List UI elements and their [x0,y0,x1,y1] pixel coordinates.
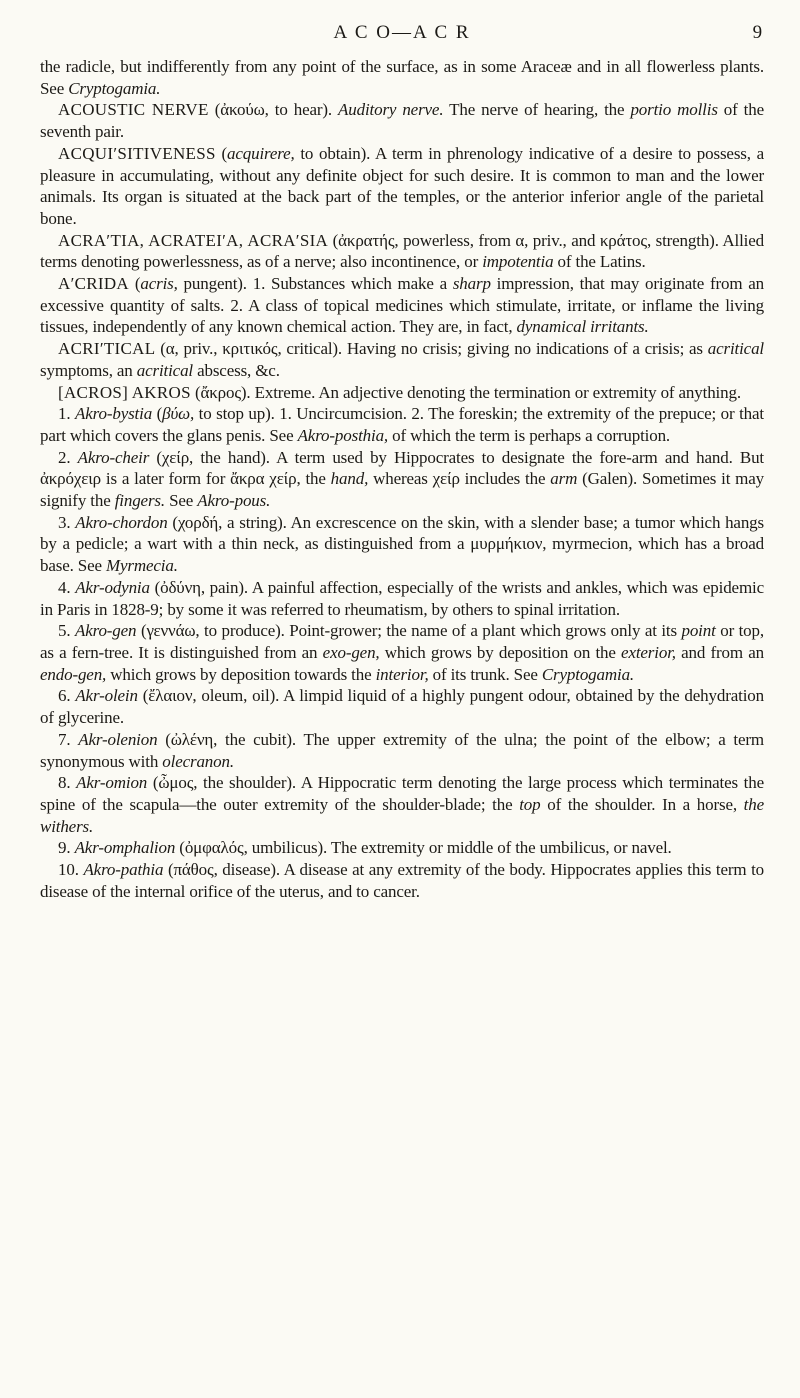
entry-text: 8. [58,773,77,793]
italic-text: acritical [707,339,764,359]
italic-text: Cryptogamia. [541,664,635,684]
entry-text: (γεννάω, to produce). Point-grower; the name of a plant which grows only at its [136,621,682,641]
italic-text: sharp [452,274,491,294]
headword: ACOUSTIC NERVE [58,100,209,120]
entry-text: (Galen). Sometimes it may signify the [40,469,764,511]
italic-text: Cryptogamia. [68,78,161,98]
italic-text: portio mollis [630,100,718,120]
dictionary-entry [40,729,764,772]
dictionary-entry [40,447,764,512]
entry-text: of the shoulder. In a horse, [540,794,744,814]
entry-text: (χορδή, a string). An excrescence on the skin, with a slender base; a tumor which hangs by a pedicle; a wart with a thin neck, as distinguished from a μυρμήκιον, myrmecion, which has a broad base. See [40,512,764,576]
dictionary-entry [40,859,764,902]
dictionary-entry [40,338,764,381]
italic-text: Akr-omion [76,773,148,793]
entry-text: (ὀμφαλός, umbilicus). The extremity or middle of the umbilicus, or navel. [175,838,672,858]
italic-text: impotentia [482,252,554,272]
italic-text: interior, [375,664,429,684]
italic-text: βύω, [162,404,195,424]
italic-text: Akro-cheir [77,447,150,467]
headword: ACRA′TIA, ACRATEI′A, ACRA′SIA [58,230,329,250]
entry-text: (ἔλαιον, oleum, oil). A limpid liquid of a highly pungent odour, obtained by the dehydration of glycerine. [40,686,764,728]
entry-text: to stop up). 1. Uncircumcision. 2. The foreskin; the extremity of the prepuce; or that part which covers the glans penis. See [40,404,764,445]
entry-text: or top, as a fern-tree. It is distinguished from an [40,621,764,662]
entry-text: to obtain). A term in phrenology indicative of a desire to possess, a pleasure in accumulating, without any definite object for such desire. It is common to man and the lower animals. Its organ is situated at the back part of the temples, or the anterior inferior angle of the parietal bone. [40,143,764,228]
italic-text: exterior, [621,642,676,662]
entry-text: of its trunk. See [428,664,542,684]
italic-text: olecranon. [162,751,234,771]
dictionary-entry [40,403,764,446]
entry-text: abscess, &c. [193,360,280,380]
italic-text: hand, [330,469,369,489]
italic-text: Auditory nerve. [338,100,444,120]
italic-text: Akro-pous. [197,491,271,511]
continued-paragraph [40,56,764,99]
dictionary-entries [40,56,764,902]
entry-text: 4. [58,577,76,597]
entry-text: 6. [58,686,76,706]
entry-text: which grows by deposition on the [379,642,622,662]
italic-text: dynamical irritants. [516,317,649,337]
italic-text: Myrmecia. [106,556,178,576]
italic-text: the withers. [40,794,764,836]
entry-text: of which the term is perhaps a corruption. [388,425,671,445]
italic-text: Akr-omphalion [74,838,176,858]
dictionary-entry [40,577,764,620]
entry-text: ( [215,143,228,163]
entry-text: 1. [58,404,76,424]
dictionary-entry [40,143,764,230]
italic-text: top [519,794,541,814]
entry-text: of the seventh pair. [40,100,764,142]
dictionary-entry [40,620,764,685]
entry-text: 7. [58,729,79,749]
entry-text: 3. [58,512,76,532]
page-number: 9 [752,22,762,43]
entry-text: (α, priv., κριτικός, critical). Having no crisis; giving no indications of a crisis; as [155,339,708,359]
headword: A′CRIDA [58,274,129,294]
italic-text: arm [550,469,578,489]
headword: [ACROS] AKROS [58,382,191,402]
italic-text: acritical [136,360,193,380]
entry-text: 5. [58,621,75,641]
italic-text: Akro-pathia [83,860,164,880]
dictionary-entry [40,512,764,577]
entry-text: See [164,491,198,511]
entry-text: (πάθος, disease). A disease at any extremity of the body. Hippocrates applies this term to disease of the internal orifice of the uterus, and to cancer. [40,860,764,901]
entry-text: (ὠλένη, the cubit). The upper extremity of the ulna; the point of the elbow; a term synonymous with [40,729,764,771]
italic-text: point [681,621,716,641]
running-head [40,22,764,50]
italic-text: Akro-bystia [75,404,153,424]
entry-text: 10. [58,860,84,880]
italic-text: exo-gen, [322,642,380,662]
entry-text: ( [152,404,163,424]
italic-text: Akro-chordon [75,512,168,532]
entry-text: (ἀκρατής, powerless, from α, priv., and κράτος, strength). Allied terms denoting powerlessness, as of a nerve; also incontinence, or [40,230,764,272]
entry-text: the radicle, but indifferently from any point of the surface, as in some Araceæ and in all flowerless plants. See [40,57,764,98]
headword: ACRI′TICAL [58,339,156,359]
dictionary-entry [40,772,764,837]
entry-text: (ἄκρος). Extreme. An adjective denoting the termination or extremity of anything. [190,382,741,402]
dictionary-entry [40,382,764,404]
entry-text: (χείρ, the hand). A term used by Hippocrates to designate the fore-arm and hand. But ἀκρόχειρ is a later form for ἄκρα χείρ, the [40,447,764,489]
entry-text: whereas χείρ includes the [368,469,551,489]
entry-text: and from an [675,642,764,662]
dictionary-entry [40,837,764,859]
italic-text: Akro-gen [74,621,137,641]
entry-text: of the Latins. [553,252,646,272]
dictionary-entry [40,230,764,273]
entry-text: symptoms, an [40,360,137,380]
entry-text: which grows by deposition towards the [106,664,376,684]
italic-text: acquirere, [227,143,295,163]
italic-text: Akr-olein [75,686,138,706]
italic-text: acris, [140,274,178,294]
italic-text: Akr-odynia [75,577,150,597]
headword: ACQUI′SITIVENESS [58,143,216,163]
italic-text: Akro-posthia, [297,425,389,445]
entry-text: (ἀκούω, to hear). [208,100,339,120]
dictionary-entry [40,99,764,142]
dictionary-entry [40,685,764,728]
entry-text: 9. [58,838,75,858]
italic-text: endo-gen, [40,664,107,684]
entry-text: (ὦμος, the shoulder). A Hippocratic term denoting the large process which terminates the spine of the scapula—the outer extremity of the shoulder-blade; the [40,773,764,814]
entry-text: The nerve of hearing, the [443,100,631,120]
entry-text: ( [129,274,141,294]
italic-text: Akr-olenion [78,729,158,749]
dictionary-entry [40,273,764,338]
entry-text: 2. [58,447,78,467]
italic-text: fingers. [114,491,165,511]
entry-text: (ὀδύνη, pain). A painful affection, especially of the wrists and ankles, which was epidemic in Paris in 1828-9; by some it was referred to rheumatism, by others to spinal irritation. [40,577,764,619]
entry-text: impression, that may originate from an excessive quantity of salts. 2. A class of topical medicines which stimulate, irritate, or inflame the living tissues, independently of any known chemical action. They are, in fact, [40,274,764,337]
running-title: A C O—A C R [333,22,471,43]
entry-text: pungent). 1. Substances which make a [177,274,453,294]
